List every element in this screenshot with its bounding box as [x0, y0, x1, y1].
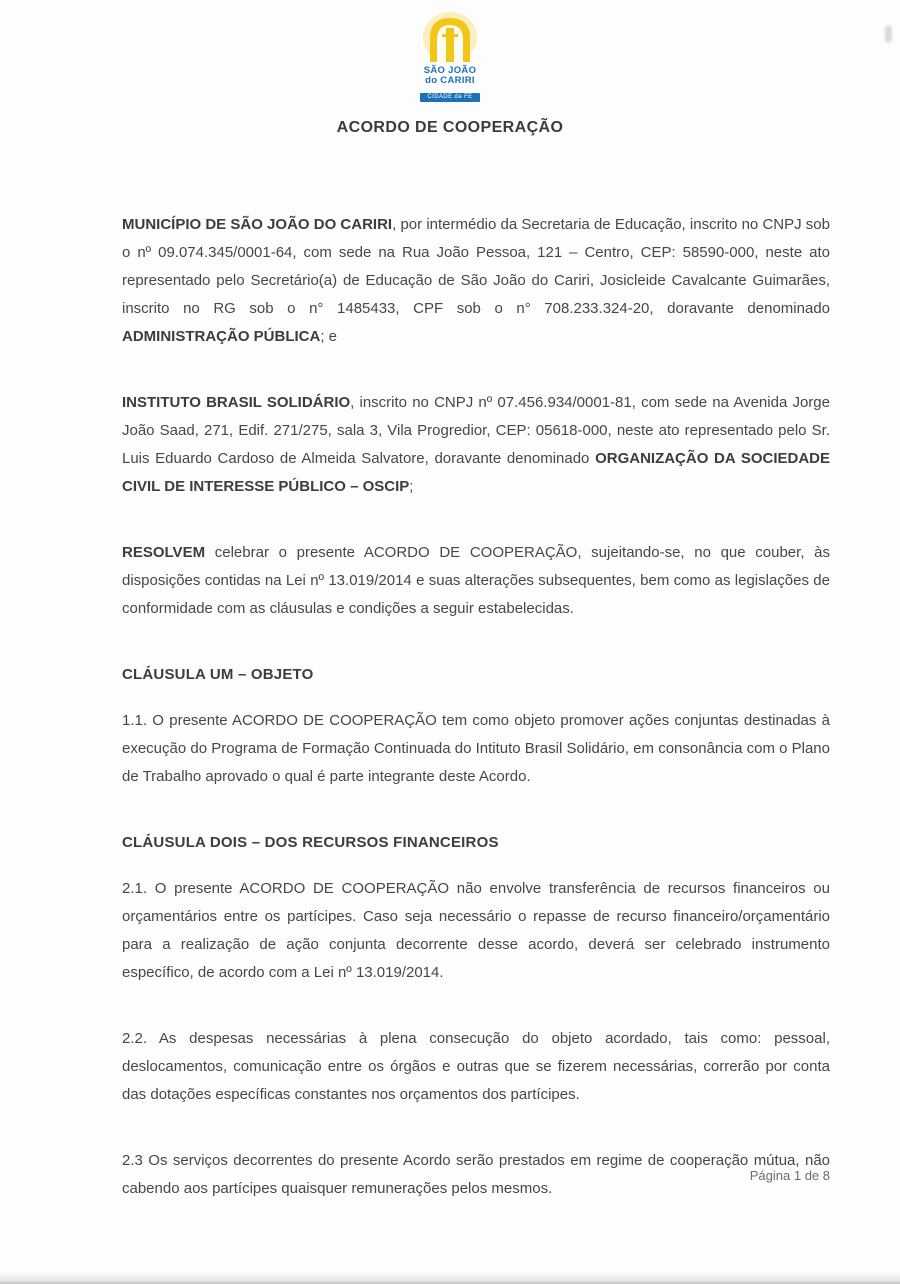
text-run: RESOLVEM — [122, 543, 206, 561]
logo-text-line2: do CARIRI — [425, 74, 475, 86]
text-run: , inscrito no CNPJ nº 07.456.934/0001-81, com sede na Avenida Jorge João Saad, 271, Edif. 271/275, sala 3, Vila Progredior, CEP: 05618-000, neste ato representado pelo Sr. Luis Eduardo Cardoso de Almeida Salvatore, doravante denominado — [122, 393, 830, 467]
text-run: 2.3 Os serviços decorrentes do presente Acordo serão prestados em regime de cooperação mútua, não cabendo aos partícipes quaisquer remunerações pelos mesmos. — [122, 1151, 830, 1197]
paragraph-2-3 — [122, 1147, 830, 1203]
heading-clausula-um: CLÁUSULA UM – OBJETO — [122, 665, 314, 683]
paragraph-oscip — [122, 389, 830, 501]
text-run: 2.2. As despesas necessárias à plena consecução do objeto acordado, tais como: pessoal, deslocamentos, comunicação entre os órgãos e outras que se fizerem necessárias, correrão por conta das dotações específicas constantes nos orçamentos dos partícipes. — [122, 1029, 830, 1103]
municipality-emblem-icon — [420, 10, 480, 66]
text-run: ADMINISTRAÇÃO PÚBLICA — [122, 327, 321, 345]
paragraph-2-2 — [122, 1025, 830, 1109]
paragraph-2-1 — [122, 875, 830, 987]
text-run: ORGANIZAÇÃO DA SOCIEDADE CIVIL DE INTERESSE PÚBLICO – OSCIP — [122, 449, 830, 495]
text-run: ; e — [320, 327, 338, 345]
text-run: 1.1. O presente ACORDO DE COOPERAÇÃO tem como objeto promover ações conjuntas destinadas à execução do Programa de Formação Continuada do Intituto Brasil Solidário, em consonância com o Plano de Trabalho aprovado o qual é parte integrante deste Acordo. — [122, 711, 830, 785]
paragraph-1-1 — [122, 707, 830, 791]
scan-artifact — [885, 26, 892, 42]
municipality-logo — [0, 0, 900, 103]
scan-shadow — [0, 1272, 900, 1282]
text-run: celebrar o presente ACORDO DE COOPERAÇÃO, sujeitando-se, no que couber, às disposições contidas na Lei nº 13.019/2014 e suas alterações subsequentes, bem como as legislações de conformidade com as cláusulas e condições a seguir estabelecidas. — [122, 543, 830, 617]
paragraph-administracao-publica — [122, 211, 830, 351]
heading-clausula-dois: CLÁUSULA DOIS – DOS RECURSOS FINANCEIROS — [122, 833, 499, 851]
text-run: 2.1. O presente ACORDO DE COOPERAÇÃO não envolve transferência de recursos financeiros ou orçamentários entre os partícipes. Caso seja necessário o repasse de recurso financeiro/orçamentário para a realização de ação conjunta decorrente desse acordo, deverá ser celebrado instrumento específico, de acordo com a Lei nº 13.019/2014. — [122, 879, 830, 981]
logo-ribbon: CIDADE da FÉ — [420, 93, 479, 102]
page-number: Página 1 de 8 — [749, 1168, 830, 1183]
document-title: ACORDO DE COOPERAÇÃO — [336, 118, 564, 136]
paragraph-resolvem — [122, 539, 830, 623]
document-content — [122, 137, 830, 1203]
text-run: INSTITUTO BRASIL SOLIDÁRIO — [122, 393, 351, 411]
logo-text-line1: SÃO JOÃO — [423, 65, 477, 76]
text-run: MUNICÍPIO DE SÃO JOÃO DO CARIRI — [122, 215, 393, 233]
text-run: , por intermédio da Secretaria de Educação, inscrito no CNPJ sob o nº 09.074.345/0001-64, com sede na Rua João Pessoa, 121 – Centro, CEP: 58590-000, neste ato representado pelo Secretário(a) de Educação de São João do Cariri, Josicleide Cavalcante Guimarães, inscrito no RG sob o n° 1485433, CPF sob o n° 708.233.324-20, doravante denominado — [122, 215, 830, 317]
text-run: ; — [409, 477, 414, 495]
